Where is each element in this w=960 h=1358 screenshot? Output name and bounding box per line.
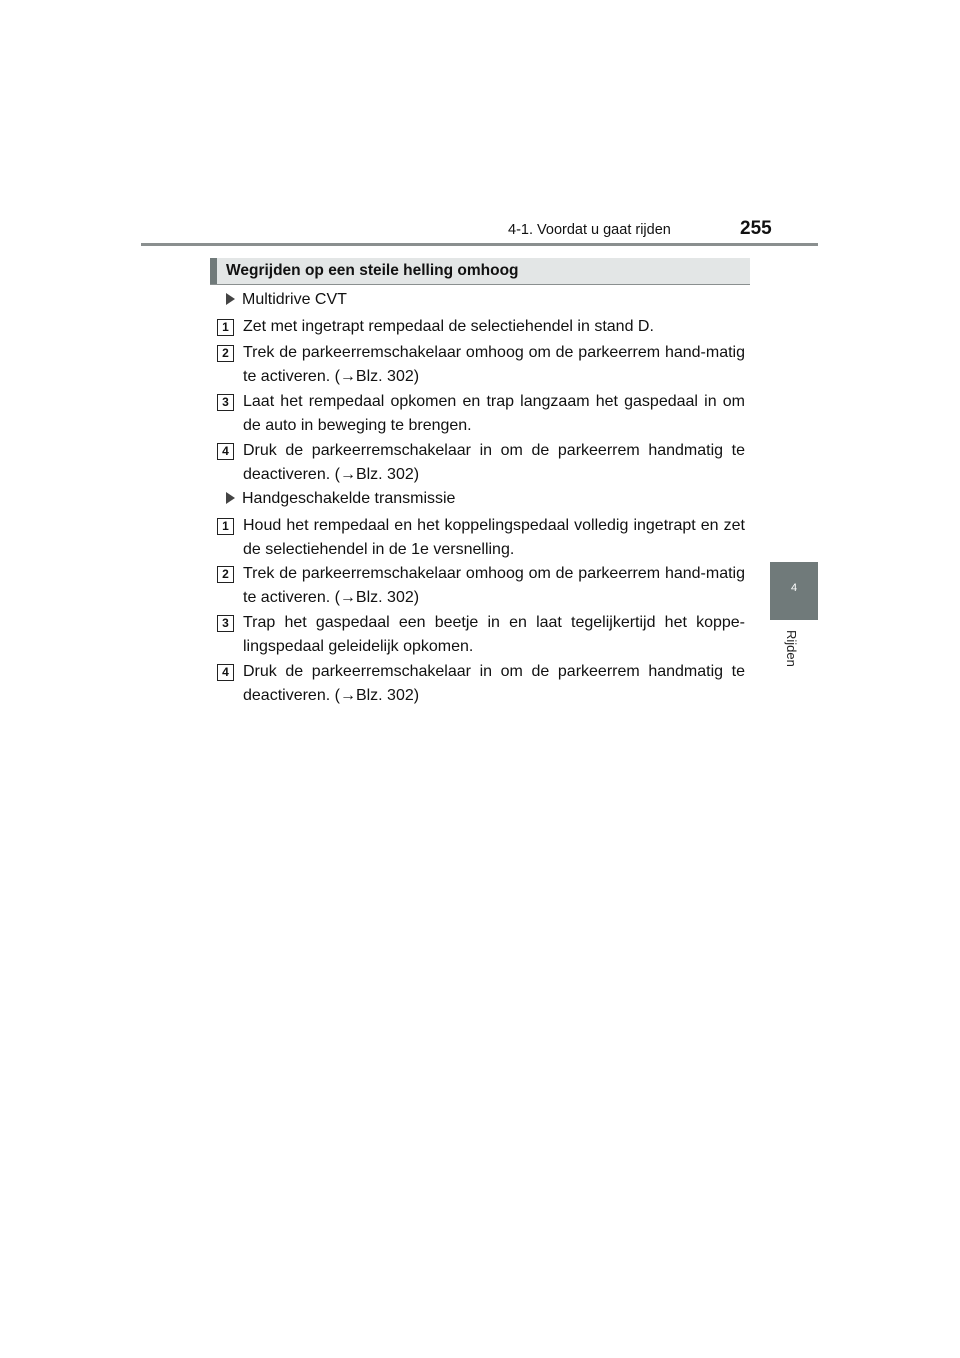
step-number: 4	[217, 443, 234, 460]
section-title: Wegrijden op een steile helling omhoog	[226, 262, 519, 279]
step-text: Trap het gaspedaal een beetje in en laat tegelijkertijd het koppe-lingspedaal geleidelijk opkomen.	[243, 614, 745, 655]
triangle-bullet-icon	[226, 293, 235, 305]
step-text: Druk de parkeerremschakelaar in om de parkeerrem handmatig te deactiveren. (→Blz. 302)	[243, 442, 745, 483]
chapter-tab	[770, 562, 818, 620]
step-text: Laat het rempedaal opkomen en trap langzaam het gaspedaal in om de auto in beweging te brengen.	[243, 393, 745, 434]
sub-heading-cvt	[226, 291, 347, 309]
header-rule	[141, 243, 818, 246]
chapter-number: 4	[790, 582, 798, 594]
sub-heading-manual	[226, 490, 455, 508]
step-number: 1	[217, 319, 234, 336]
step-number: 3	[217, 615, 234, 632]
step-number: 3	[217, 394, 234, 411]
step-number: 1	[217, 518, 234, 535]
step-number: 4	[217, 664, 234, 681]
step-text: Zet met ingetrapt rempedaal de selectiehendel in stand D.	[243, 318, 654, 335]
step-text: Druk de parkeerremschakelaar in om de parkeerrem handmatig te deactiveren. (→Blz. 302)	[243, 663, 745, 704]
step-number: 2	[217, 345, 234, 362]
sub-heading-label: Multidrive CVT	[242, 291, 347, 308]
chapter-name: Rijden	[784, 630, 799, 667]
section-header-accent	[210, 258, 217, 284]
step-text: Houd het rempedaal en het koppelingspedaal volledig ingetrapt en zet de selectiehendel in de 1e versnelling.	[243, 517, 745, 558]
step-number: 2	[217, 566, 234, 583]
page-number: 255	[740, 218, 772, 239]
step-text: Trek de parkeerremschakelaar omhoog om de parkeerrem hand-matig te activeren. (→Blz. 302)	[243, 344, 745, 385]
triangle-bullet-icon	[226, 492, 235, 504]
section-header	[210, 258, 750, 285]
header-section-title: 4-1. Voordat u gaat rijden	[508, 222, 671, 238]
step-text: Trek de parkeerremschakelaar omhoog om de parkeerrem hand-matig te activeren. (→Blz. 302)	[243, 565, 745, 606]
sub-heading-label: Handgeschakelde transmissie	[242, 490, 456, 507]
